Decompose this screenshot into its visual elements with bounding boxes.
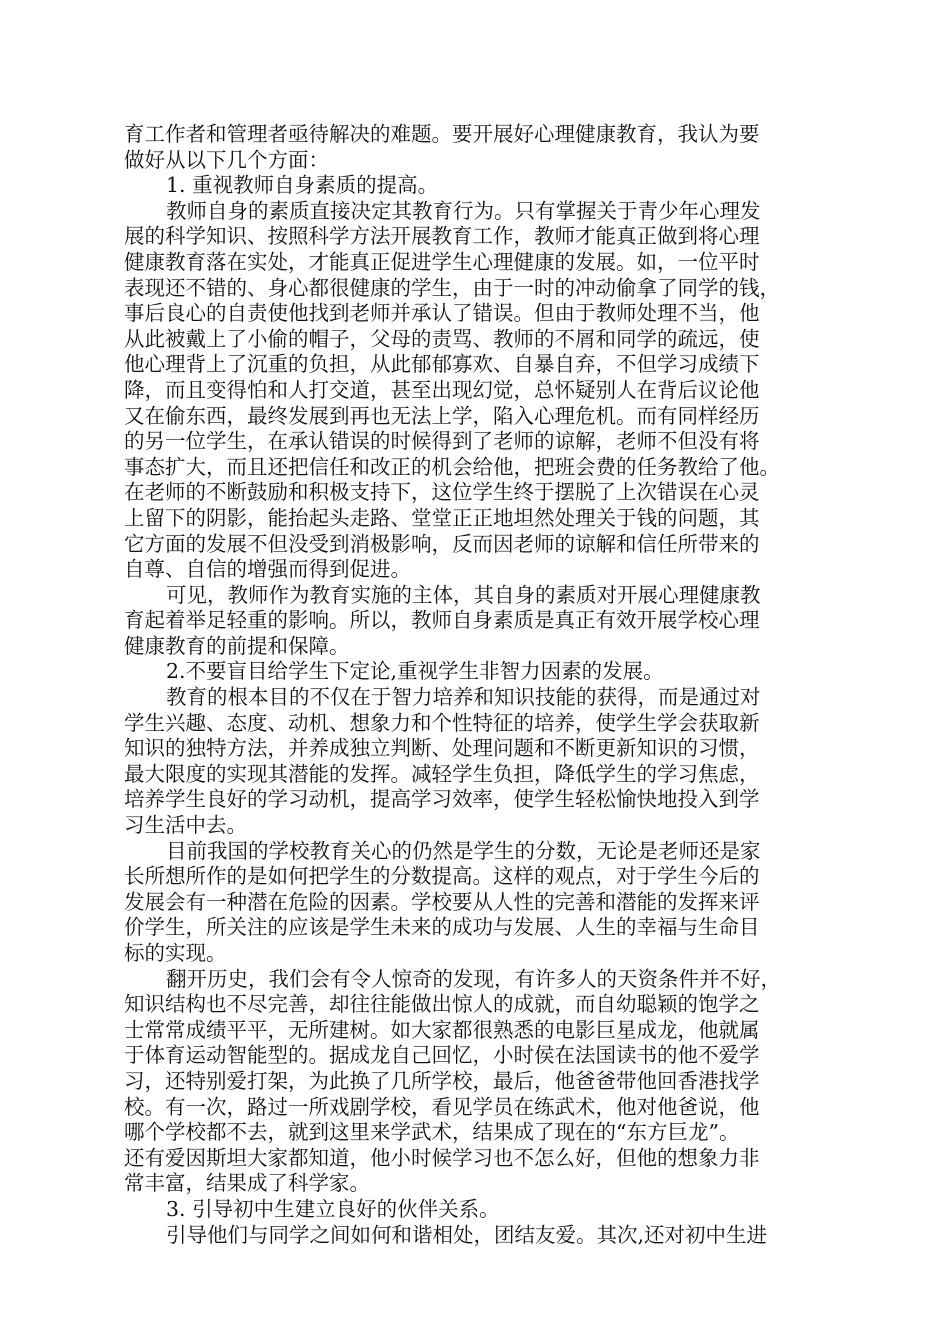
text-line: 1. 重视教师自身素质的提高。	[166, 173, 439, 198]
text-line: 还有爱因斯坦大家都知道，他小时候学习也不怎么好，但他的想象力非	[124, 1145, 760, 1170]
text-line: 从此被戴上了小偷的帽子，父母的责骂、教师的不屑和同学的疏远，使	[124, 326, 760, 351]
text-line: 培养学生良好的学习动机，提高学习效率，使学生轻松愉快地投入到学	[124, 787, 760, 812]
text-line: 士常常成绩平平，无所建树。如大家都很熟悉的电影巨星成龙，他就属	[124, 1017, 760, 1042]
text-line: 哪个学校都不去，就到这里来学武术，结果成了现在的“东方巨龙”。	[124, 1120, 740, 1145]
text-line: 于体育运动智能型的。据成龙自己回忆，小时侯在法国读书的他不爱学	[124, 1043, 760, 1068]
text-line: 又在偷东西，最终发展到再也无法上学，陷入心理危机。而有同样经历	[124, 403, 760, 428]
text-line: 长所想所作的是如何把学生的分数提高。这样的观点，对于学生今后的	[124, 864, 760, 889]
text-line: 习生活中去。	[124, 813, 247, 838]
text-line: 展的科学知识、按照科学方法开展教育工作，教师才能真正做到将心理	[124, 224, 760, 249]
text-line: 教育的根本目的不仅在于智力培养和知识技能的获得，而是通过对	[166, 685, 761, 710]
text-line: 它方面的发展不但没受到消极影响，反而因老师的谅解和信任所带来的	[124, 531, 760, 556]
text-line: 目前我国的学校教育关心的仍然是学生的分数，无论是老师还是家	[166, 838, 761, 863]
text-line: 引导他们与同学之间如何和谐相处，团结友爱。其次,还对初中生进	[166, 1222, 768, 1247]
text-line: 事后良心的自责使他找到老师并承认了错误。但由于教师处理不当，他	[124, 301, 760, 326]
text-line: 校。有一次，路过一所戏剧学校，看见学员在练武术，他对他爸说，他	[124, 1094, 760, 1119]
text-line: 的另一位学生，在承认错误的时候得到了老师的谅解，老师不但没有将	[124, 429, 760, 454]
text-line: 育工作者和管理者亟待解决的难题。要开展好心理健康教育，我认为要	[124, 122, 760, 146]
text-line: 表现还不错的、身心都很健康的学生，由于一时的冲动偷拿了同学的钱，	[124, 275, 780, 300]
text-line: 3. 引导初中生建立良好的伙伴关系。	[166, 1196, 500, 1221]
text-line: 上留下的阴影，能抬起头走路、堂堂正正地坦然处理关于钱的问题，其	[124, 505, 760, 530]
text-line: 知识结构也不尽完善，却往往能做出惊人的成就，而自幼聪颖的饱学之	[124, 992, 760, 1017]
document-body	[124, 122, 838, 1248]
text-line: 常丰富，结果成了科学家。	[124, 1171, 370, 1196]
text-line: 可见，教师作为教育实施的主体，其自身的素质对开展心理健康教	[166, 582, 761, 607]
text-line: 做好从以下几个方面：	[124, 147, 329, 172]
text-line: 发展会有一种潜在危险的因素。学校要从人性的完善和潜能的发挥来评	[124, 889, 760, 914]
text-line: 2.不要盲目给学生下定论,重视学生非智力因素的发展。	[166, 659, 664, 684]
text-line: 他心理背上了沉重的负担，从此郁郁寡欢、自暴自弃，不但学习成绩下	[124, 352, 760, 377]
text-line: 育起着举足轻重的影响。所以，教师自身素质是真正有效开展学校心理	[124, 608, 760, 633]
text-line: 教师自身的素质直接决定其教育行为。只有掌握关于青少年心理发	[166, 198, 761, 223]
text-line: 知识的独特方法，并养成独立判断、处理问题和不断更新知识的习惯，	[124, 736, 760, 761]
text-line: 翻开历史，我们会有令人惊奇的发现，有许多人的天资条件并不好，	[166, 966, 781, 991]
text-line: 健康教育的前提和保障。	[124, 633, 350, 658]
text-line: 标的实现。	[124, 941, 227, 965]
text-line: 降，而且变得怕和人打交道，甚至出现幻觉，总怀疑别人在背后议论他	[124, 377, 760, 402]
text-line: 价学生，所关注的应该是学生未来的成功与发展、人生的幸福与生命目	[124, 915, 760, 940]
text-line: 在老师的不断鼓励和积极支持下，这位学生终于摆脱了上次错误在心灵	[124, 480, 760, 505]
text-line: 最大限度的实现其潜能的发挥。减轻学生负担，降低学生的学习焦虑，	[124, 761, 760, 786]
text-line: 事态扩大，而且还把信任和改正的机会给他，把班会费的任务教给了他。	[124, 454, 780, 479]
text-line: 习，还特别爱打架，为此换了几所学校，最后，他爸爸带他回香港找学	[124, 1068, 760, 1093]
text-line: 自尊、自信的增强而得到促进。	[124, 557, 411, 582]
text-line: 学生兴趣、态度、动机、想象力和个性特征的培养，使学生学会获取新	[124, 710, 760, 735]
text-line: 健康教育落在实处，才能真正促进学生心理健康的发展。如，一位平时	[124, 249, 760, 274]
